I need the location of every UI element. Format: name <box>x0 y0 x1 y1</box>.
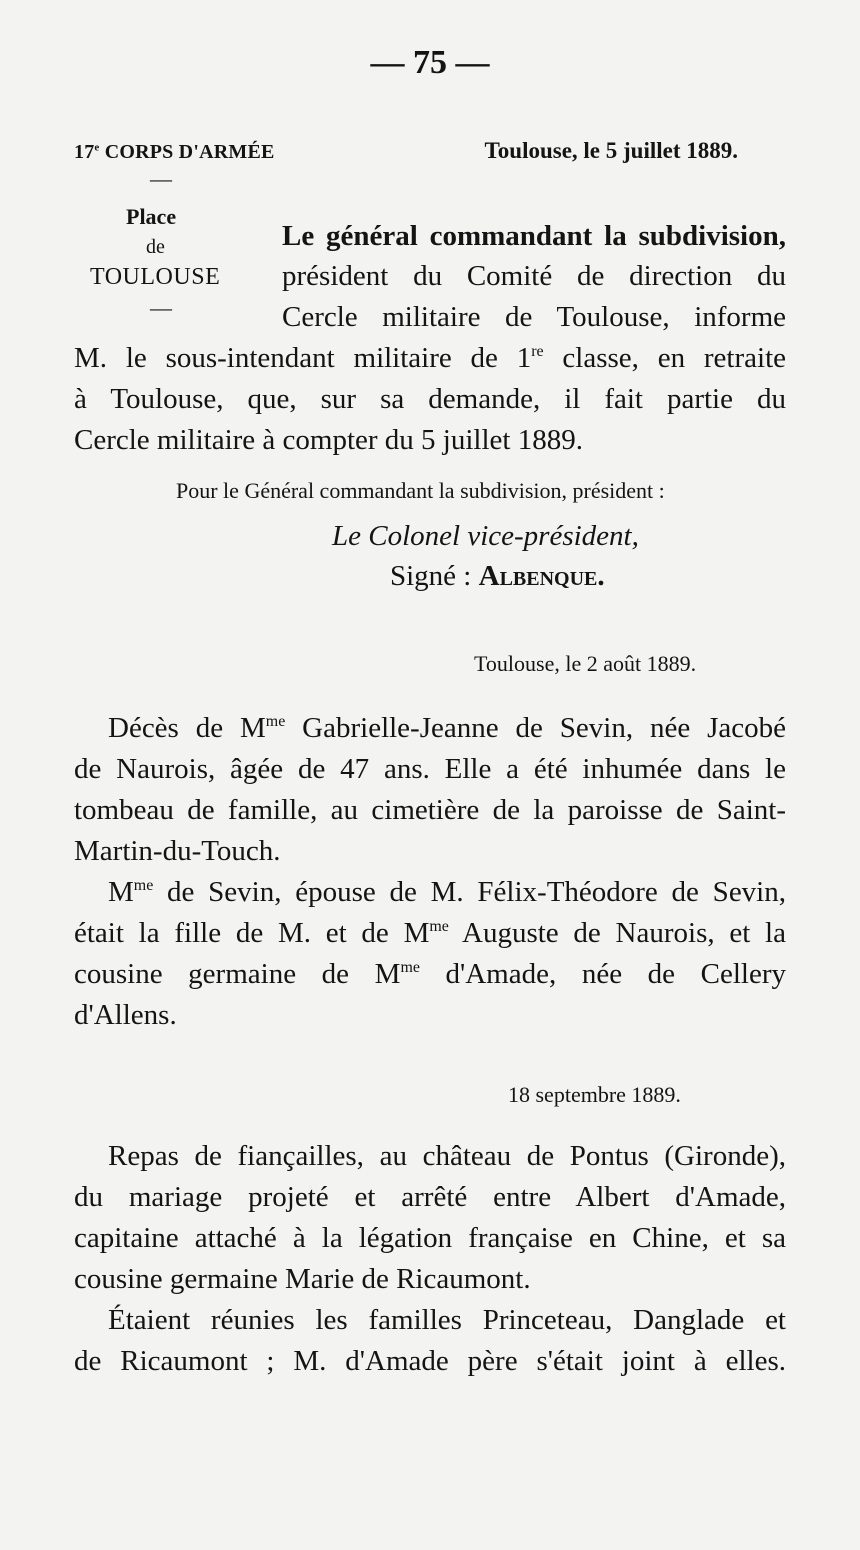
fiancailles-line: capitaine attaché à la légation française en Chine, et sa <box>74 1222 786 1254</box>
fiancailles-line: de Ricaumont ; M. d'Amade père s'était joint à elles. <box>74 1345 786 1377</box>
deces-line: tombeau de famille, au cimetière de la paroisse de Saint- <box>74 794 786 826</box>
sidebar-dash-bottom: — <box>150 295 172 320</box>
signe-name: Albenque. <box>478 560 605 592</box>
notice-line: Cercle militaire à compter du 5 juillet 1889. <box>74 424 583 456</box>
sidebar-city: TOULOUSE <box>90 264 221 290</box>
deces-date: Toulouse, le 2 août 1889. <box>474 651 697 676</box>
notice-line: Le général commandant la subdivision, <box>282 220 786 252</box>
deces-line: d'Allens. <box>74 999 177 1031</box>
pour-line: Pour le Général commandant la subdivision, président : <box>176 478 665 503</box>
colonel-signature-title: Le Colonel vice-président, <box>332 520 639 552</box>
deces-line: $M^{me}$ de Sevin, épouse de M. Félix-Théodore de Sevin, <box>108 876 786 908</box>
fiancailles-line: Étaient réunies les familles Princeteau, Danglade et <box>108 1304 786 1336</box>
fiancailles-date: 18 septembre 1889. <box>508 1082 681 1107</box>
signe-prefix: Signé : <box>390 560 479 592</box>
fiancailles-line: Repas de fiançailles, au château de Pontus (Gironde), <box>108 1140 786 1172</box>
sidebar-place: Place <box>126 204 177 229</box>
deces-line: cousine germaine de $M^{me}$ d'Amade, née de Cellery <box>74 958 786 990</box>
signature-line <box>390 560 605 593</box>
notice-line: président du Comité de direction du <box>282 260 786 292</box>
notice-line: à Toulouse, que, sur sa demande, il fait partie du <box>74 383 786 415</box>
deces-line: de Naurois, âgée de 47 ans. Elle a été inhumée dans le <box>74 753 786 785</box>
fiancailles-line: du mariage projeté et arrêté entre Albert d'Amade, <box>74 1181 786 1213</box>
notice-line: Cercle militaire de Toulouse, informe <box>282 301 786 333</box>
deces-line: était la fille de M. et de $M^{me}$ Auguste de Naurois, et la <box>74 917 786 949</box>
sidebar-dash-top: — <box>150 166 172 191</box>
page-number: — 75 — <box>370 44 490 81</box>
place-date-header: Toulouse, le 5 juillet 1889. <box>484 138 738 163</box>
deces-line: Martin-du-Touch. <box>74 835 281 867</box>
deces-line: Décès de $M^{me}$ Gabrielle-Jeanne de Sevin, née Jacobé <box>108 712 786 744</box>
sidebar-de: de <box>146 236 165 258</box>
corps-header: 17e CORPS D'ARMÉE <box>74 141 275 163</box>
fiancailles-line: cousine germaine Marie de Ricaumont. <box>74 1263 531 1295</box>
notice-line: M. le sous-intendant militaire de 1re classe, en retraite <box>74 342 786 374</box>
